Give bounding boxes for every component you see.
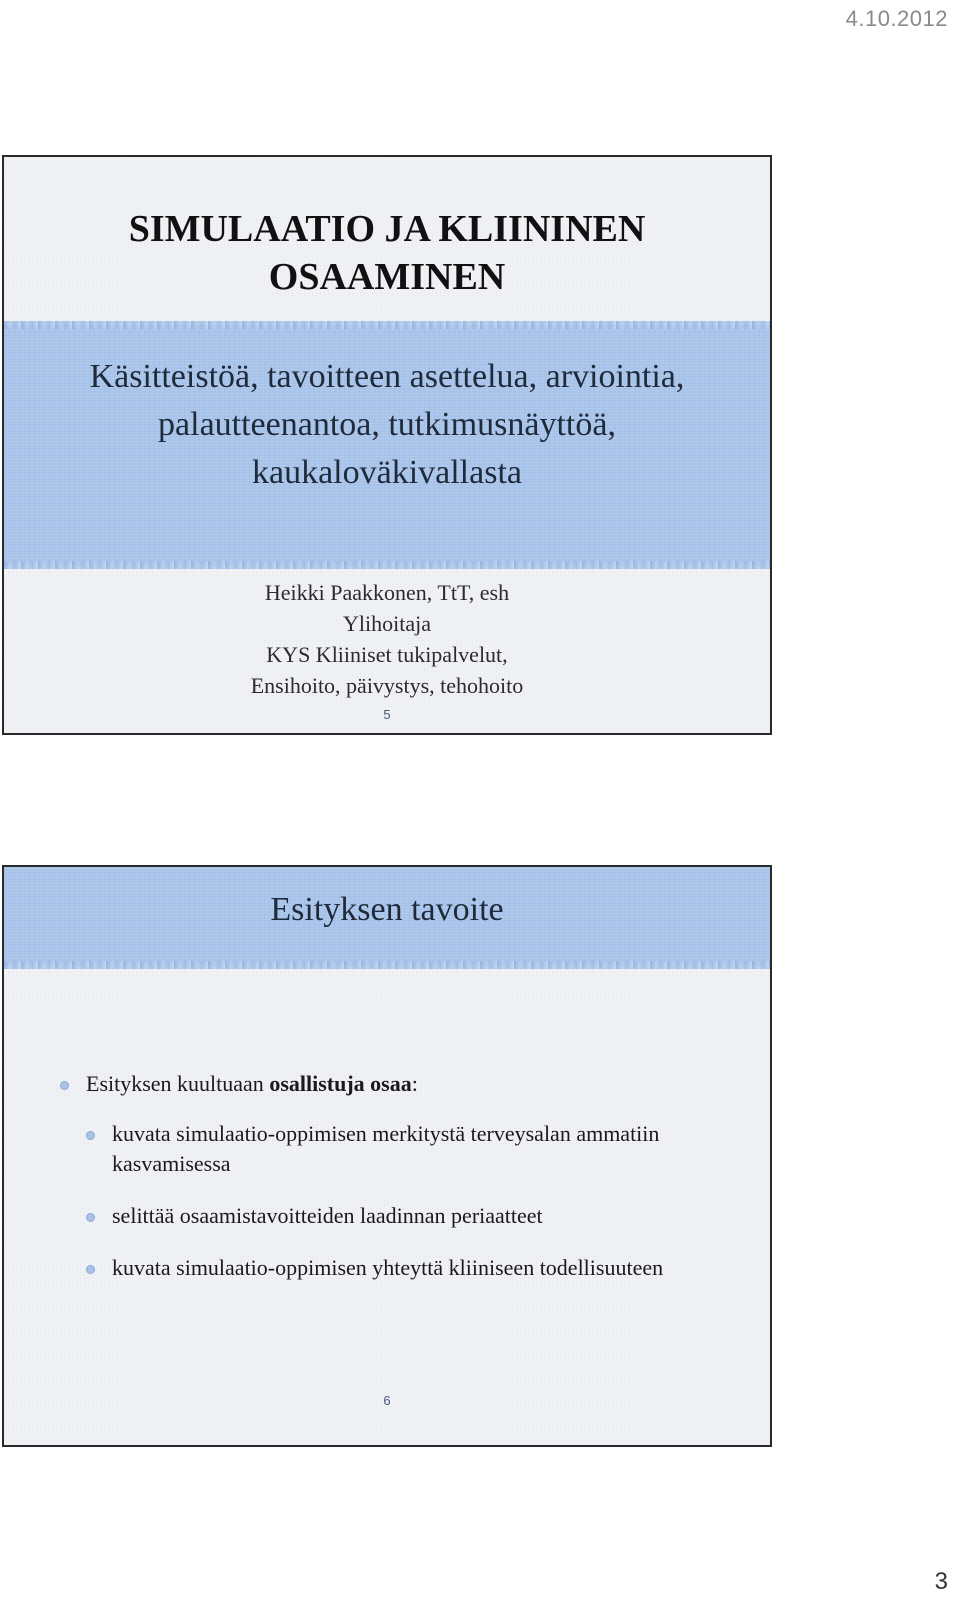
subtitle-line: palautteenantoa, tutkimusnäyttöä, bbox=[158, 406, 616, 443]
list-item bbox=[86, 1201, 750, 1231]
author-line: Heikki Paakkonen, TtT, esh bbox=[264, 580, 510, 605]
slide-title bbox=[4, 205, 770, 301]
bullet-icon bbox=[86, 1213, 95, 1222]
slide-number: 5 bbox=[383, 707, 391, 722]
author-line: Ylihoitaja bbox=[343, 611, 431, 636]
author-block bbox=[4, 577, 770, 701]
subtitle-line: kaukaloväkivallasta bbox=[251, 454, 522, 491]
slide-6 bbox=[2, 865, 772, 1447]
bullet-text: selittää osaamistavoitteiden laadinnan periaatteet bbox=[112, 1203, 543, 1228]
bullet-icon bbox=[86, 1131, 95, 1140]
bullet-text: kuvata simulaatio-oppimisen yhteyttä kliiniseen todellisuuteen bbox=[112, 1255, 664, 1280]
bullet-list bbox=[60, 1069, 750, 1283]
page-number: 3 bbox=[934, 1568, 948, 1595]
slide-number: 6 bbox=[383, 1393, 391, 1408]
bullet-text: kuvata simulaatio-oppimisen merkitystä terveysalan ammatiin kasvamisessa bbox=[112, 1121, 660, 1176]
list-item bbox=[60, 1069, 750, 1099]
document-date: 4.10.2012 bbox=[845, 6, 948, 31]
intro-bold-text: osallistuja osaa bbox=[269, 1071, 412, 1096]
author-line: Ensihoito, päivystys, tehohoito bbox=[250, 673, 524, 698]
list-item bbox=[86, 1119, 750, 1179]
author-line: KYS Kliiniset tukipalvelut, bbox=[266, 642, 508, 667]
subtitle-line: Käsitteistöä, tavoitteen asettelua, arviointia, bbox=[89, 358, 685, 395]
slide-subtitle bbox=[14, 353, 760, 497]
sub-bullet-list bbox=[60, 1119, 750, 1283]
slide-title: Esityksen tavoite bbox=[270, 891, 504, 928]
slide-title-line: SIMULAATIO JA KLIININEN bbox=[128, 208, 646, 250]
bullet-icon bbox=[60, 1081, 69, 1090]
slide-5 bbox=[2, 155, 772, 735]
bullet-icon bbox=[86, 1265, 95, 1274]
intro-text: Esityksen kuultuaan bbox=[86, 1071, 270, 1096]
slide-title-line: OSAAMINEN bbox=[268, 256, 506, 298]
intro-suffix: : bbox=[411, 1071, 418, 1096]
list-item bbox=[86, 1253, 750, 1283]
